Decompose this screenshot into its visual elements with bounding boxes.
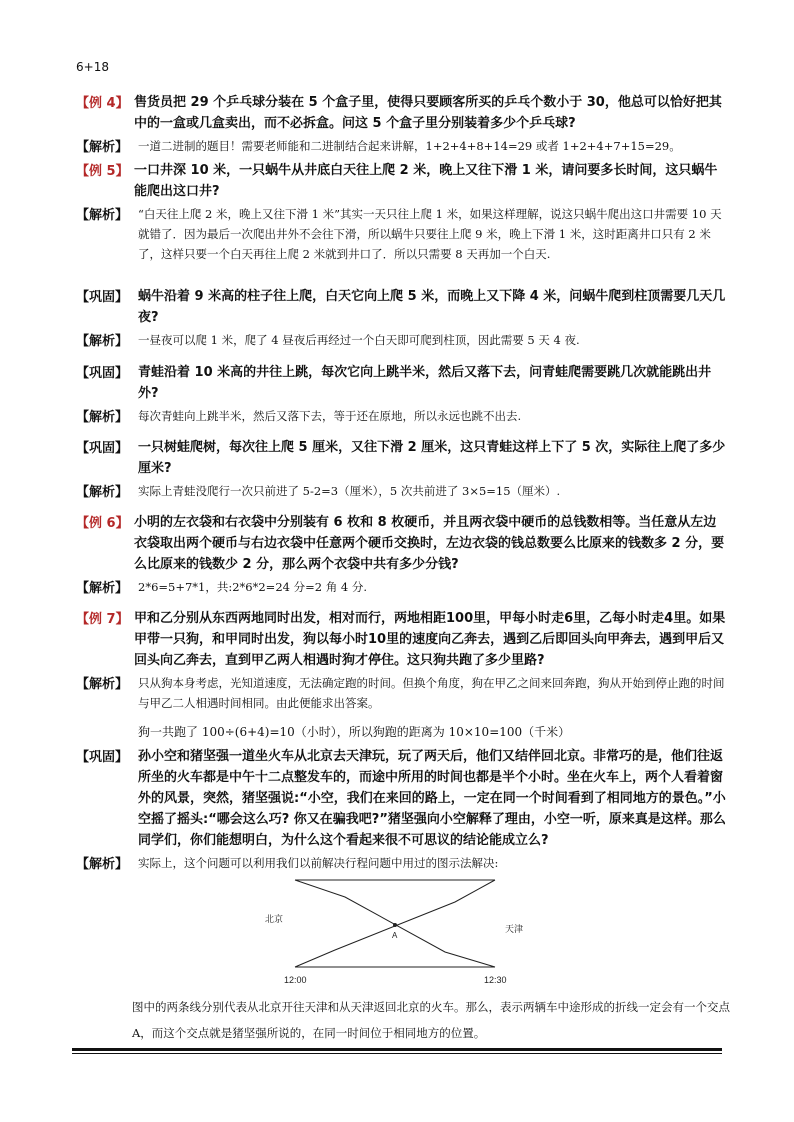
footer-rule-thin [72,1053,722,1054]
consolidation-tag: 【巩固】 [76,366,129,381]
intersection-point [393,923,397,927]
formula-line: 狗一共跑了 100÷(6+4)=10（小时），所以狗跑的距离为 10×10=100（千米） [138,725,571,739]
analysis-text: “白天往上爬 2 米，晚上又往下滑 1 米”其实一天只往上爬 1 米，如果这样理解，说这只蜗牛爬出这口井需要 10 天就错了．因为最后一次爬出井外不会往下滑，所以蜗牛只要往上爬 9 米，晚上下滑 1 米，这时距离井口只有 2 米了，这样只要一个白天再往上爬 2 米就到井口了．所以只需要 8 天再加一个白天. [138,207,722,261]
consolidation-tag: 【巩固】 [76,290,129,305]
analysis-tag: 【解析】 [76,140,129,155]
page-number: 6+18 [76,60,109,74]
analysis-tag: 【解析】 [76,334,129,349]
example-6 [76,512,726,597]
diagram-caption: 图中的两条线分别代表从北京开往天津和从天津返回北京的火车。那么，表示两辆车中途形成的折线一定会有一个交点A，而这个交点就是猪坚强所说的，在同一时间位于相同地方的位置。 [132,1000,730,1040]
analysis-text: 一道二进制的题目！需要老师能和二进制结合起来讲解，1+2+4+8+14=29 或者 1+2+4+7+15=29。 [138,139,681,153]
analysis-text: 每次青蛙向上跳半米，然后又落下去，等于还在原地，所以永远也跳不出去. [138,409,522,423]
tianjin-label: 天津 [505,924,524,934]
example-tag: 【例 4】 [76,96,129,111]
question-text: 一只树蛙爬树，每次往上爬 5 厘米，又往下滑 2 厘米，这只青蛙这样上下了 5 次，实际往上爬了多少厘米? [138,440,726,476]
analysis-text: 一昼夜可以爬 1 米，爬了 4 昼夜后再经过一个白天即可爬到柱顶，因此需要 5 天 4 夜. [138,333,580,347]
question-text: 一口井深 10 米，一只蜗牛从井底白天往上爬 2 米，晚上又往下滑 1 米，请问要多长时间，这只蜗牛能爬出这口井? [134,163,718,199]
analysis-text: 2*6=5+7*1，共:2*6*2=24 分=2 角 4 分. [138,580,367,594]
start-time-label: 12:00 [284,975,307,985]
example-5 [76,160,726,264]
train-diagram [250,872,550,992]
example-tag: 【例 7】 [76,612,129,627]
footer-rule [72,1048,722,1051]
consolidation-3 [76,437,726,501]
analysis-text: 实际上青蛙没爬行一次只前进了 5-2=3（厘米），5 次共前进了 3×5=15（厘米）. [138,484,561,498]
example-4 [76,92,726,156]
consolidation-1 [76,286,726,350]
consolidation-tag: 【巩固】 [76,441,129,456]
end-time-label: 12:30 [484,975,507,985]
example-tag: 【例 5】 [76,164,129,179]
question-text: 甲和乙分别从东西两地同时出发，相对而行，两地相距100里，甲每小时走6里，乙每小时走4里。如果甲带一只狗，和甲同时出发，狗以每小时10里的速度向乙奔去，遇到乙后即回头向甲奔去，遇到甲后又回头向乙奔去，直到甲乙两人相遇时狗才停住。这只狗共跑了多少里路? [134,611,726,668]
analysis-tag: 【解析】 [76,208,129,223]
example-7 [76,608,726,740]
point-label: A [392,931,398,940]
analysis-tag: 【解析】 [76,410,129,425]
beijing-label: 北京 [265,914,284,924]
analysis-tag: 【解析】 [76,581,129,596]
question-text: 售货员把 29 个乒乓球分装在 5 个盒子里，使得只要顾客所买的乒乓个数小于 30，他总可以恰好把其中的一盒或几盒卖出，而不必拆盒。问这 5 个盒子里分别装着多少个乒乓球? [134,95,722,131]
consolidation-tag: 【巩固】 [76,750,129,765]
question-text: 孙小空和猪坚强一道坐火车从北京去天津玩，玩了两天后，他们又结伴回北京。非常巧的是，他们往返所坐的火车都是中午十二点整发车的，而途中所用的时间也都是半个小时。坐在火车上，两个人看着窗外的风景，突然，猪坚强说:“小空，我们在来回的路上，一定在同一个时间看到了相同地方的景色。”小空摇了摇头:“哪会这么巧? 你又在骗我吧?”猪坚强向小空解释了理由，小空一听，原来真是这样。那么同学们，你们能想明白，为什么这个看起来很不可思议的结论能成立么? [138,749,726,848]
example-tag: 【例 6】 [76,516,129,531]
analysis-tag: 【解析】 [76,857,129,872]
question-text: 青蛙沿着 10 米高的井往上跳，每次它向上跳半米，然后又落下去，问青蛙爬需要跳几次就能跳出井外? [138,365,712,401]
question-text: 小明的左衣袋和右衣袋中分别装有 6 枚和 8 枚硬币，并且两衣袋中硬币的总钱数相等。当任意从左边衣袋取出两个硬币与右边衣袋中任意两个硬币交换时，左边衣袋的钱总数要么比原来的钱数多 2 分，要么比原来的钱数少 2 分，那么两个衣袋中共有多少分钱? [134,515,725,572]
analysis-tag: 【解析】 [76,485,129,500]
analysis-text: 实际上，这个问题可以利用我们以前解决行程问题中用过的图示法解决: [138,856,499,870]
consolidation-4 [76,746,726,873]
question-text: 蜗牛沿着 9 米高的柱子往上爬，白天它向上爬 5 米，而晚上又下降 4 米，问蜗牛爬到柱顶需要几天几夜? [138,289,726,325]
analysis-text: 只从狗本身考虑，光知道速度，无法确定跑的时间。但换个角度，狗在甲乙之间来回奔跑，狗从开始到停止跑的时间与甲乙二人相遇时间相同。由此便能求出答案。 [138,676,725,710]
analysis-tag: 【解析】 [76,677,129,692]
consolidation-2 [76,362,726,426]
